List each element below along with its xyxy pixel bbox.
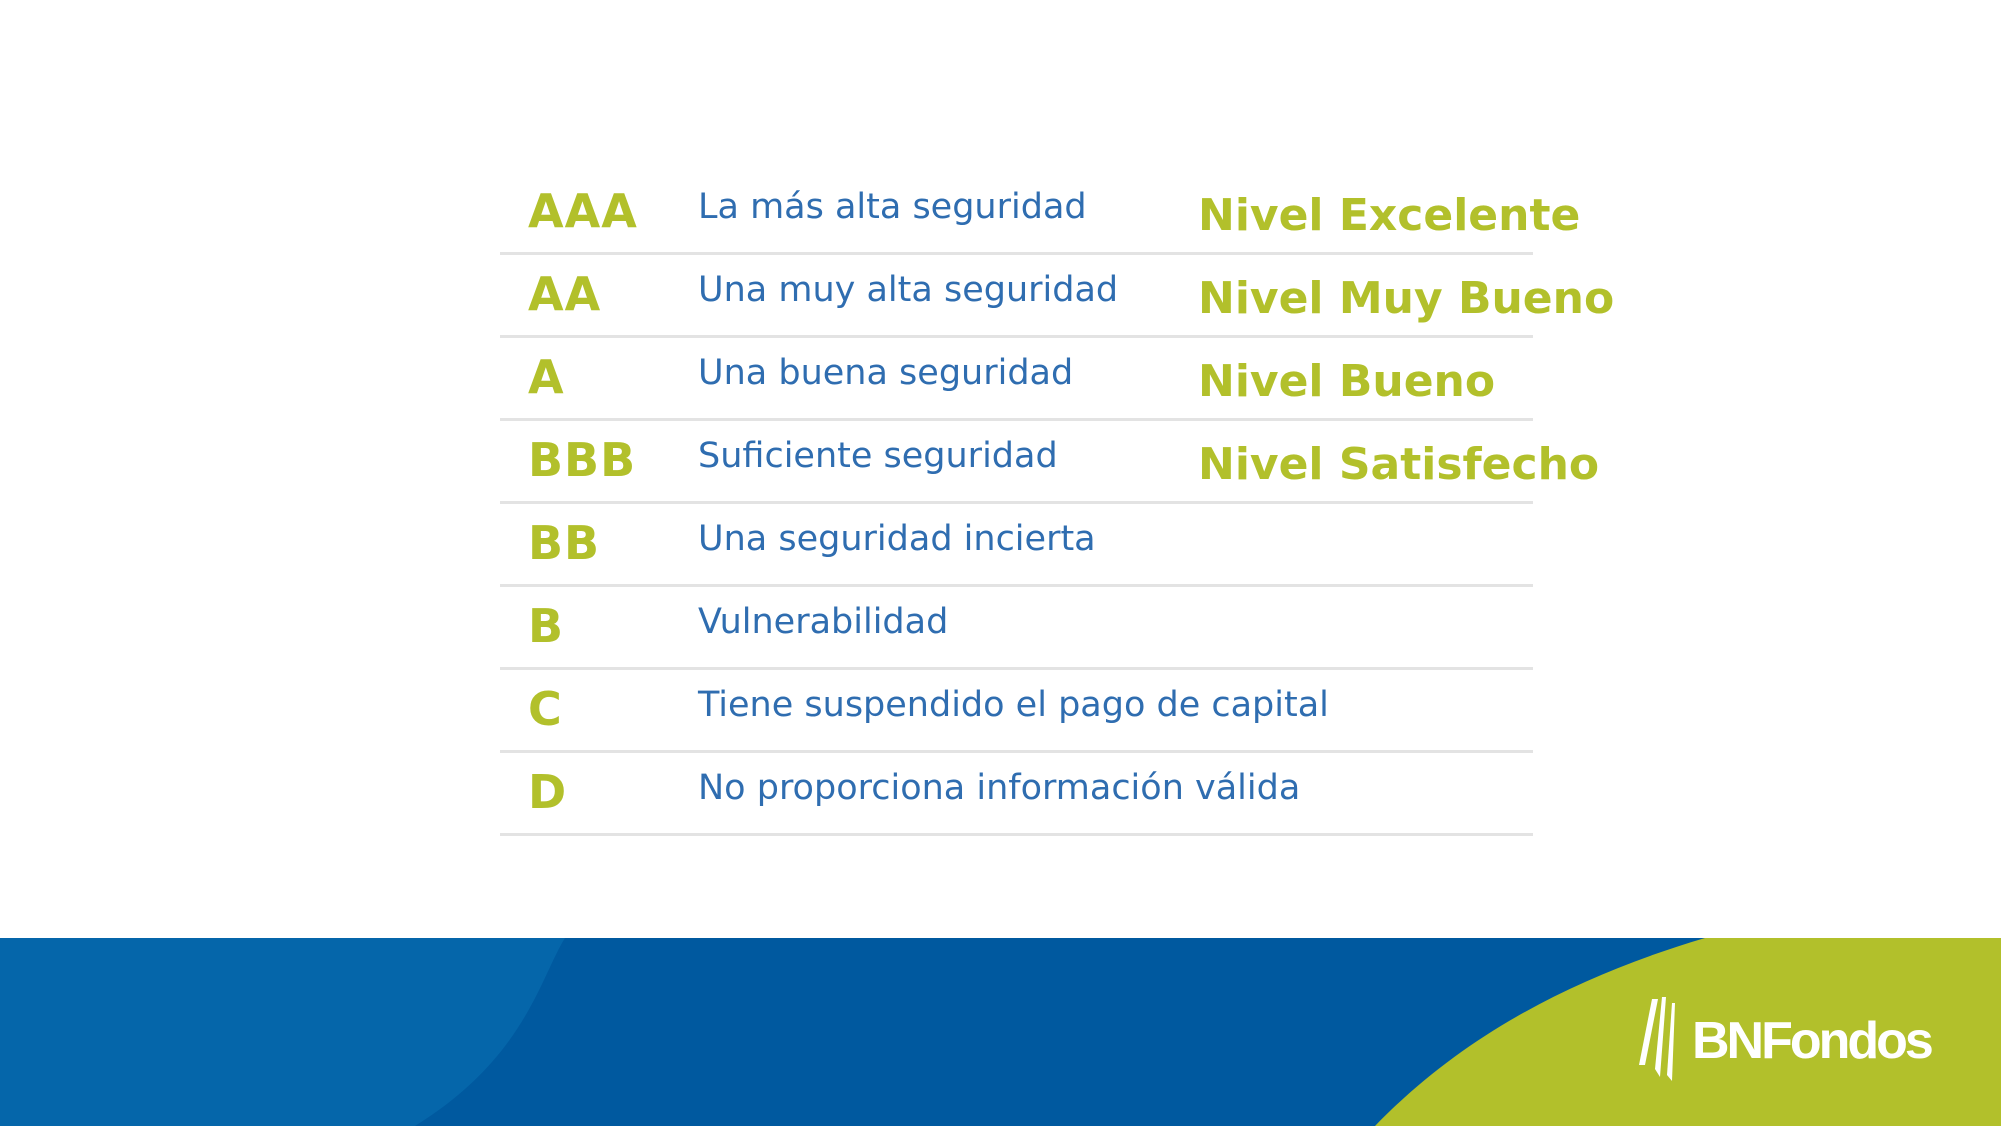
brand-name: BNFondos — [1692, 1012, 1931, 1070]
rating-code: AAA — [528, 184, 638, 238]
bnfondos-logo — [1638, 993, 1978, 1083]
rating-row-bbb — [500, 421, 1600, 504]
rating-description: Vulnerabilidad — [698, 602, 949, 642]
rating-row-a — [500, 338, 1533, 421]
rating-row-b — [500, 587, 1533, 670]
rating-code: A — [528, 350, 565, 404]
rating-code: AA — [528, 267, 602, 321]
rating-level: Nivel Satisfecho — [1198, 439, 1600, 490]
rating-code: B — [528, 599, 565, 653]
rating-level: Nivel Muy Bueno — [1198, 273, 1615, 324]
rating-code: D — [528, 765, 568, 819]
rating-code: C — [528, 682, 563, 736]
rating-level: Nivel Excelente — [1198, 190, 1581, 241]
rating-description: Una muy alta seguridad — [698, 270, 1119, 310]
rating-description: Suficiente seguridad — [698, 436, 1058, 476]
rating-level: Nivel Bueno — [1198, 356, 1496, 407]
rating-code: BB — [528, 516, 601, 570]
rating-code: BBB — [528, 433, 637, 487]
rating-row-c — [500, 670, 1533, 753]
bn-stripes-icon — [1638, 993, 1690, 1083]
rating-row-aaa — [500, 172, 1581, 255]
rating-description: No proporciona información válida — [698, 768, 1301, 808]
rating-description: Una seguridad incierta — [698, 519, 1096, 559]
rating-row-bb — [500, 504, 1533, 587]
rating-description: La más alta seguridad — [698, 187, 1087, 227]
rating-row-d — [500, 753, 1533, 836]
rating-row-aa — [500, 255, 1615, 338]
rating-scale-table — [500, 172, 1615, 836]
rating-description: Tiene suspendido el pago de capital — [698, 685, 1329, 725]
rating-description: Una buena seguridad — [698, 353, 1074, 393]
